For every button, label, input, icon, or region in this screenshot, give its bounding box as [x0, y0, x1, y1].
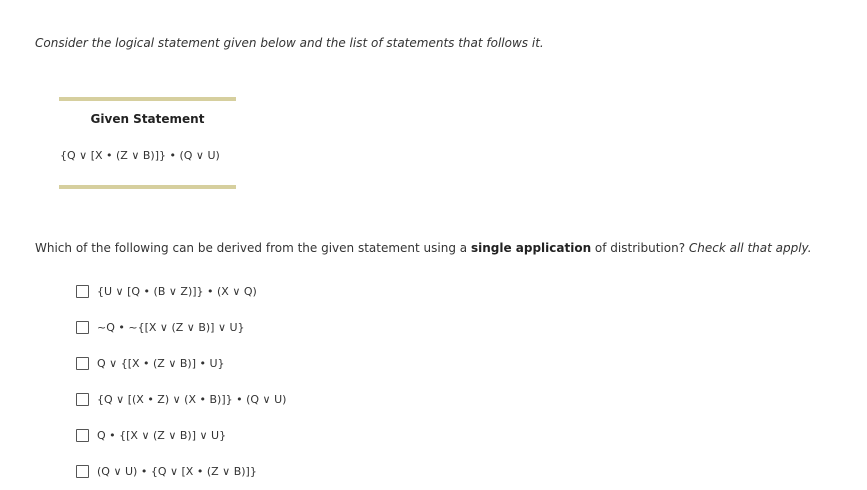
- option-1[interactable]: [76, 282, 257, 300]
- option-5[interactable]: [76, 426, 226, 444]
- option-4[interactable]: [76, 390, 286, 408]
- question-text: [35, 241, 812, 255]
- question-emphasis: single application: [470, 241, 592, 255]
- intro-text: Consider the logical statement given below and the list of statements that follows it.: [35, 36, 544, 50]
- option-3-label: Q ∨ {[X • (Z ∨ B)] • U}: [97, 356, 225, 370]
- option-4-label: {Q ∨ [(X • Z) ∨ (X • B)]} • (Q ∨ U): [97, 392, 287, 406]
- option-1-checkbox[interactable]: [76, 285, 89, 298]
- option-5-checkbox[interactable]: [76, 429, 89, 442]
- top-divider: [59, 97, 236, 101]
- option-1-label: {U ∨ [Q • (B ∨ Z)]} • (X ∨ Q): [97, 284, 257, 298]
- option-2-label: ~Q • ~{[X ∨ (Z ∨ B)] ∨ U}: [97, 320, 245, 334]
- bottom-divider: [59, 185, 236, 189]
- given-statement-box: [59, 97, 236, 190]
- option-2-checkbox[interactable]: [76, 321, 89, 334]
- given-statement-title: Given Statement: [90, 112, 205, 126]
- given-statement-formula: {Q ∨ [X • (Z ∨ B)]} • (Q ∨ U): [60, 149, 220, 162]
- question-middle: of distribution?: [591, 241, 689, 255]
- option-2[interactable]: [76, 318, 245, 336]
- option-6-checkbox[interactable]: [76, 465, 89, 478]
- option-3[interactable]: [76, 354, 225, 372]
- option-5-label: Q • {[X ∨ (Z ∨ B)] ∨ U}: [97, 428, 227, 442]
- question-instruction: Check all that apply.: [688, 241, 812, 255]
- option-4-checkbox[interactable]: [76, 393, 89, 406]
- option-6-label: (Q ∨ U) • {Q ∨ [X • (Z ∨ B)]}: [97, 464, 257, 478]
- option-6[interactable]: [76, 462, 257, 480]
- option-3-checkbox[interactable]: [76, 357, 89, 370]
- question-prefix: Which of the following can be derived from the given statement using a: [35, 241, 471, 255]
